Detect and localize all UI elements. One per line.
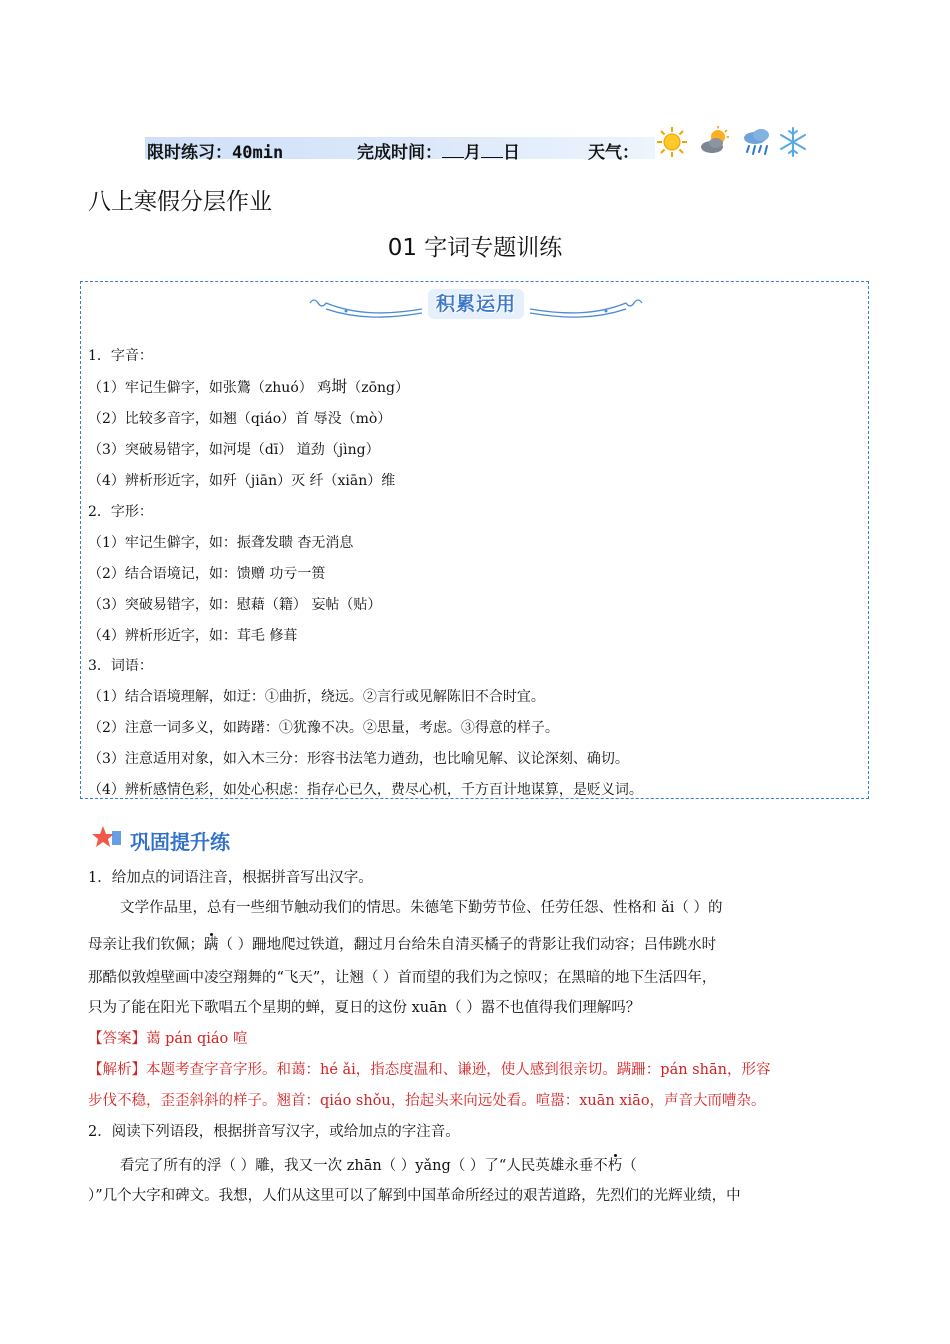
acc-line-15: （4）辨析感情色彩，如处心积虑：指存心已久，费尽心机，千方百计地谋算，是贬义词。 (88, 782, 643, 798)
acc-line-3: （2）比较多音字，如翘（qiáo）首 辱没（mò） (88, 411, 392, 427)
q2-line-1b: （ ）雕，我又一次 zhān（ ）yǎng（ ）了“人民英雄永垂不 (221, 1158, 608, 1174)
q2-dotted-char: 朽 (607, 1158, 623, 1174)
answer-label: 【答案】 (88, 1031, 146, 1047)
acc-line-11: 3．词语： (88, 658, 153, 674)
snowflake-icon (775, 124, 811, 160)
acc-line-2-char: 埘 (331, 377, 348, 396)
acc-line-12: （1）结合语境理解，如迂：①曲折，绕远。②言行或见解陈旧不合时宜。 (88, 689, 545, 705)
acc-line-14: （3）注意适用对象，如入木三分：形容书法笔力遒劲，也比喻见解、议论深刻、确切。 (88, 751, 629, 767)
q1-analysis-1 (88, 1060, 770, 1080)
q2-prompt: 2．阅读下列语段，根据拼音写汉字，或给加点的字注音。 (88, 1124, 460, 1140)
acc-line-9: （3）突破易错字，如：慰藉（籍） 妄帖（贴） (88, 597, 382, 613)
answer-text: 蔼 pán qiáo 喧 (146, 1031, 248, 1047)
practice-heading: 巩固提升练 (130, 830, 230, 854)
acc-line-1: 1．字音： (88, 348, 153, 364)
acc-line-2-pinyin: （zōng） (347, 380, 410, 396)
box-title: 积累运用 (428, 289, 524, 319)
q1-analysis-2: 步伐不稳，歪歪斜斜的样子。翘首：qiáo shǒu，抬起头来向远处看。喧嚣：xuān xiāo，声音大而嘈杂。 (88, 1093, 766, 1109)
q1-line-2b: （ ）跚地爬过铁道，翻过月台给朱自清买橘子的背影让我们动容；吕伟跳水时 (218, 937, 717, 953)
rain-icon (740, 124, 776, 160)
acc-line-2-text: （1）牢记生僻字，如张鷟（zhuó） 鸡 (88, 380, 332, 396)
q1-prompt: 1．给加点的词语注音，根据拼音写出汉字。 (88, 870, 373, 886)
q1-line-1: 文学作品里，总有一些细节触动我们的情思。朱德笔下勤劳节俭、任劳任怨、性格和 ǎi（ ）的 (120, 900, 723, 916)
q1-line-2a: 母亲让我们钦佩； (88, 937, 204, 953)
q1-dotted-char: 蹒 (204, 937, 219, 953)
acc-line-7: （1）牢记生僻字，如：振聋发聩 杳无消息 (88, 535, 354, 551)
finish-time-label: 完成时间： (357, 143, 442, 163)
acc-line-13: （2）注意一词多义，如踌躇：①犹豫不决。②思量，考虑。③得意的样子。 (88, 720, 559, 736)
star-icon (92, 825, 124, 851)
document-title: 八上寒假分层作业 (88, 189, 272, 215)
finish-time (357, 138, 520, 163)
q1-line-3: 那酷似敦煌壁画中凌空翔舞的“飞天”，让翘（ ）首而望的我们为之惊叹；在黑暗的地下生活四年， (88, 970, 717, 986)
acc-line-2 (88, 377, 409, 398)
q2-line-1a: 看完了所有的浮 (120, 1158, 222, 1174)
q2-line-2: ）”几个大字和碑文。我想，人们从这里可以了解到中国革命所经过的艰苦道路，先烈们的光辉业绩，中 (88, 1188, 741, 1204)
time-limit-value: 40min (232, 143, 284, 163)
q1-answer (88, 1029, 247, 1049)
q2-line-1 (120, 1156, 637, 1176)
time-limit-label: 限时练习： (147, 143, 232, 163)
acc-line-4: （3）突破易错字，如河堤（dī） 道劲（jìng） (88, 442, 380, 458)
acc-line-8: （2）结合语境记，如：馈赠 功亏一篑 (88, 566, 326, 582)
month-label: 月 (464, 143, 481, 163)
time-limit (147, 138, 283, 163)
analysis-text-1: 本题考查字音字形。和蔼：hé ǎi，指态度温和、谦逊，使人感到很亲切。蹒跚：pán shān，形容 (146, 1062, 771, 1078)
analysis-label: 【解析】 (88, 1062, 146, 1078)
weather-label: 天气： (588, 143, 639, 163)
acc-line-6: 2．字形： (88, 504, 153, 520)
q1-line-2 (88, 935, 716, 955)
sun-icon (654, 124, 690, 160)
section-subtitle: 01 字词专题训练 (387, 235, 563, 261)
q1-line-4: 只为了能在阳光下歌唱五个星期的蝉，夏日的这份 xuān（ ）嚣不也值得我们理解吗？ (88, 1000, 641, 1016)
acc-line-10: （4）辨析形近字，如：茸毛 修葺 (88, 628, 298, 644)
day-label: 日 (503, 143, 520, 163)
partly-cloudy-icon (697, 124, 733, 160)
q2-line-1c: （ (622, 1158, 637, 1174)
acc-line-5: （4）辨析形近字，如歼（jiān）灭 纤（xiān）维 (88, 473, 396, 489)
